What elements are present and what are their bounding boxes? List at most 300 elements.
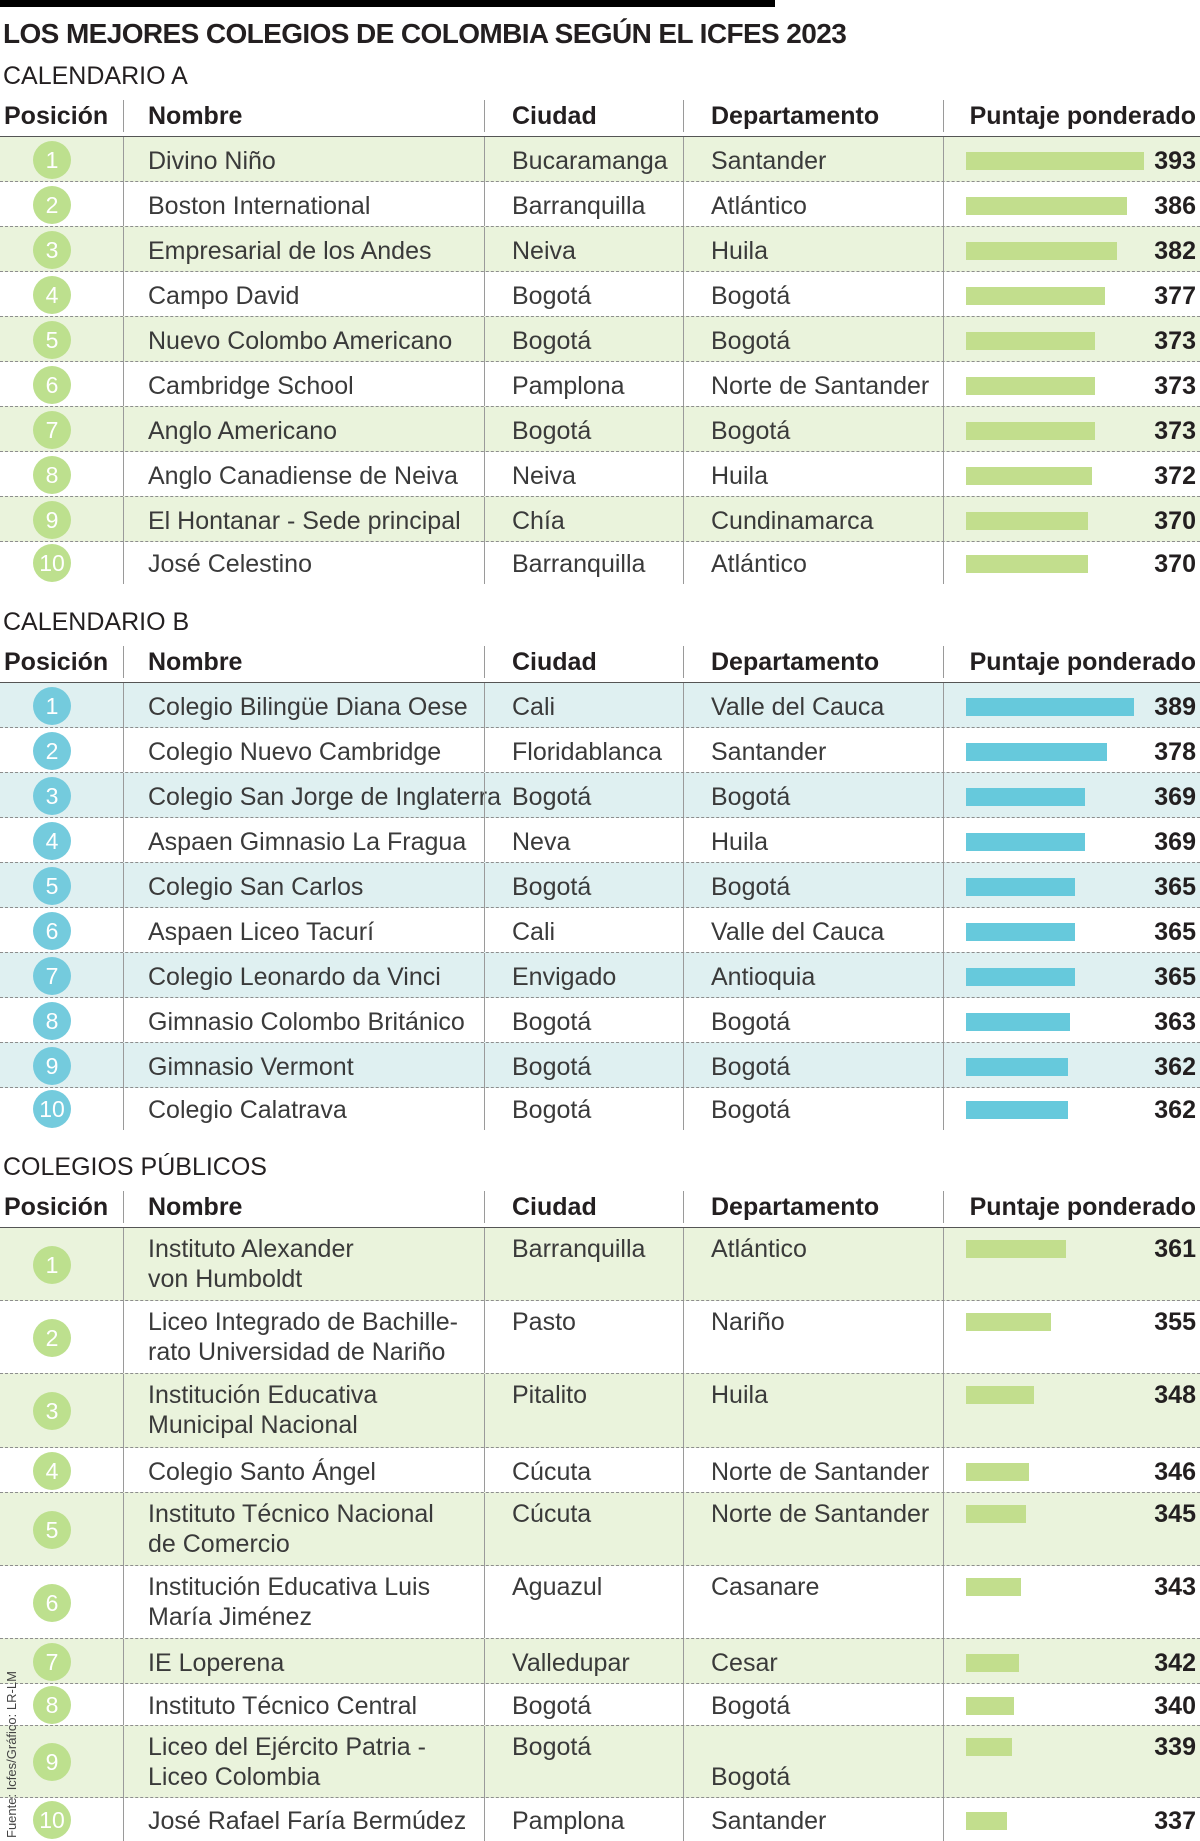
city: Bogotá [512,1733,592,1761]
school-name: rato Universidad de Nariño [148,1338,446,1366]
city: Bogotá [512,282,592,310]
position-badge: 7 [33,1643,71,1681]
score-value: 355 [1154,1308,1196,1336]
city: Aguazul [512,1573,603,1601]
column-divider [683,1301,684,1374]
column-divider [123,646,124,678]
score-bar [966,152,1144,170]
column-divider [123,998,124,1043]
school-name: Institución Educativa [148,1381,378,1409]
column-divider [123,227,124,272]
city: Floridablanca [512,738,663,766]
column-divider [123,542,124,584]
position-badge: 8 [33,1686,71,1724]
table-row [0,817,1200,863]
column-divider [484,137,485,182]
score-value: 337 [1154,1807,1196,1835]
score-bar [966,287,1105,305]
column-divider [123,452,124,497]
score-value: 386 [1154,192,1196,220]
department: Santander [711,738,827,766]
school-name: Anglo Canadiense de Neiva [148,462,458,490]
column-divider [484,1493,485,1566]
table-row [0,1565,1200,1639]
column-divider [484,1639,485,1684]
department: Santander [711,1807,827,1835]
column-divider [943,317,944,362]
column-divider [484,998,485,1043]
column-divider [943,100,944,132]
top-rule [0,0,775,7]
school-name: Colegio San Carlos [148,873,364,901]
position-badge: 7 [33,411,71,449]
position-badge: 10 [33,1090,71,1128]
score-value: 373 [1154,327,1196,355]
school-name: Instituto Alexander [148,1235,354,1263]
score-value: 373 [1154,372,1196,400]
column-divider [123,1726,124,1798]
score-bar [966,422,1095,440]
department: Bogotá [711,783,791,811]
table-row [0,1492,1200,1566]
school-name: José Rafael Faría Bermúdez [148,1807,467,1835]
column-divider [943,542,944,584]
score-value: 382 [1154,237,1196,265]
column-divider [123,1191,124,1223]
department: Bogotá [711,1008,791,1036]
source-credit: Fuente: Icfes/Gráfico: LR-LM [4,1671,19,1838]
city: Cúcuta [512,1500,592,1528]
header-city: Ciudad [512,648,597,676]
department: Bogotá [711,327,791,355]
column-divider [943,953,944,998]
column-divider [484,227,485,272]
department: Cesar [711,1649,778,1677]
score-bar [966,1313,1051,1331]
school-name: Divino Niño [148,147,276,175]
column-divider [683,362,684,407]
column-divider [484,953,485,998]
column-divider [123,272,124,317]
score-bar [966,555,1088,573]
column-divider [943,182,944,227]
table-row [0,1373,1200,1448]
table-row [0,952,1200,998]
department: Huila [711,237,768,265]
table-row [0,316,1200,362]
column-divider [683,1043,684,1088]
column-divider [123,1684,124,1726]
school-name: Liceo Integrado de Bachille- [148,1308,458,1336]
city: Bogotá [512,417,592,445]
score-bar [966,1101,1068,1119]
position-badge: 5 [33,867,71,905]
column-divider [683,1191,684,1223]
column-divider [484,1043,485,1088]
position-badge: 1 [33,1246,71,1284]
position-badge: 3 [33,1392,71,1430]
section-title: CALENDARIO B [3,608,190,636]
column-divider [484,407,485,452]
column-divider [123,317,124,362]
column-divider [683,137,684,182]
score-bar [966,1505,1026,1523]
department: Atlántico [711,192,807,220]
column-divider [943,137,944,182]
header-position: Posición [4,1193,109,1221]
table-header [0,96,1200,141]
score-bar [966,1013,1070,1031]
score-value: 343 [1154,1573,1196,1601]
score-value: 377 [1154,282,1196,310]
score-value: 348 [1154,1381,1196,1409]
score-bar [966,833,1085,851]
column-divider [943,1448,944,1493]
score-value: 363 [1154,1008,1196,1036]
column-divider [484,317,485,362]
score-bar [966,1812,1007,1830]
header-name: Nombre [148,102,243,130]
column-divider [123,1301,124,1374]
column-divider [484,1301,485,1374]
header-city: Ciudad [512,1193,597,1221]
column-divider [123,1566,124,1639]
table-row [0,1683,1200,1726]
column-divider [683,908,684,953]
school-name: Colegio Santo Ángel [148,1458,376,1486]
city: Bogotá [512,1008,592,1036]
score-value: 365 [1154,963,1196,991]
school-name: Gimnasio Colombo Británico [148,1008,465,1036]
column-divider [943,1566,944,1639]
department: Huila [711,828,768,856]
score-value: 342 [1154,1649,1196,1677]
school-name: Colegio Leonardo da Vinci [148,963,441,991]
column-divider [484,908,485,953]
column-divider [683,773,684,818]
column-divider [683,1566,684,1639]
column-divider [123,953,124,998]
column-divider [683,1493,684,1566]
column-divider [683,452,684,497]
column-divider [943,728,944,773]
table-row [0,1300,1200,1374]
school-name: Empresarial de los Andes [148,237,432,265]
department: Huila [711,1381,768,1409]
school-name: José Celestino [148,550,312,578]
column-divider [683,1448,684,1493]
score-bar [966,1738,1012,1756]
column-divider [943,998,944,1043]
column-divider [683,542,684,584]
score-bar [966,1240,1066,1258]
column-divider [943,1191,944,1223]
score-bar [966,1386,1034,1404]
position-badge: 9 [33,1743,71,1781]
column-divider [123,1493,124,1566]
position-badge: 8 [33,1002,71,1040]
score-bar [966,467,1092,485]
score-bar [966,923,1075,941]
score-value: 365 [1154,873,1196,901]
table-row [0,1638,1200,1684]
column-divider [123,1088,124,1130]
header-name: Nombre [148,1193,243,1221]
table-header [0,1187,1200,1232]
school-name: Gimnasio Vermont [148,1053,354,1081]
column-divider [683,182,684,227]
column-divider [484,362,485,407]
table-row [0,1042,1200,1088]
column-divider [943,863,944,908]
column-divider [943,1726,944,1798]
column-divider [123,1228,124,1301]
table-header [0,642,1200,687]
column-divider [484,1684,485,1726]
score-bar [966,1697,1014,1715]
table-row [0,496,1200,542]
position-badge: 2 [33,1319,71,1357]
city: Barranquilla [512,550,646,578]
column-divider [943,407,944,452]
column-divider [484,452,485,497]
column-divider [683,317,684,362]
score-value: 339 [1154,1733,1196,1761]
column-divider [123,728,124,773]
table-row [0,1227,1200,1301]
column-divider [484,542,485,584]
position-badge: 3 [33,231,71,269]
table-row [0,907,1200,953]
column-divider [123,1798,124,1841]
table-row [0,271,1200,317]
column-divider [943,1374,944,1448]
school-name: Colegio Nuevo Cambridge [148,738,442,766]
city: Chía [512,507,565,535]
department: Valle del Cauca [711,693,885,721]
column-divider [943,227,944,272]
column-divider [683,1798,684,1841]
column-divider [943,1798,944,1841]
column-divider [683,953,684,998]
department: Norte de Santander [711,372,930,400]
column-divider [123,863,124,908]
department: Atlántico [711,1235,807,1263]
column-divider [683,728,684,773]
column-divider [683,497,684,542]
column-divider [123,137,124,182]
city: Barranquilla [512,1235,646,1263]
score-value: 372 [1154,462,1196,490]
header-score: Puntaje ponderado [969,1193,1196,1221]
header-department: Departamento [711,648,880,676]
city: Neiva [512,462,576,490]
school-name: Boston International [148,192,371,220]
header-position: Posición [4,102,109,130]
score-bar [966,242,1117,260]
city: Bogotá [512,1096,592,1124]
column-divider [943,362,944,407]
city: Pamplona [512,1807,625,1835]
school-name: von Humboldt [148,1265,303,1293]
position-badge: 7 [33,957,71,995]
position-badge: 2 [33,186,71,224]
score-bar [966,1578,1021,1596]
position-badge: 5 [33,1511,71,1549]
score-bar [966,788,1085,806]
school-name: Cambridge School [148,372,354,400]
position-badge: 4 [33,822,71,860]
score-bar [966,1058,1068,1076]
table-row [0,136,1200,182]
column-divider [943,908,944,953]
column-divider [123,818,124,863]
table-row [0,1725,1200,1798]
column-divider [943,1684,944,1726]
table-row [0,451,1200,497]
column-divider [484,773,485,818]
table-row [0,1447,1200,1493]
position-badge: 3 [33,777,71,815]
column-divider [123,773,124,818]
school-name: IE Loperena [148,1649,285,1677]
column-divider [123,407,124,452]
column-divider [123,182,124,227]
department: Bogotá [711,417,791,445]
position-badge: 5 [33,321,71,359]
score-bar [966,1463,1029,1481]
score-value: 389 [1154,693,1196,721]
column-divider [484,683,485,728]
school-name: Aspaen Liceo Tacurí [148,918,375,946]
column-divider [484,1088,485,1130]
column-divider [123,497,124,542]
column-divider [683,1088,684,1130]
score-value: 362 [1154,1053,1196,1081]
table-row [0,772,1200,818]
column-divider [484,497,485,542]
department: Santander [711,147,827,175]
score-bar [966,698,1134,716]
column-divider [943,1088,944,1130]
column-divider [484,1726,485,1798]
score-bar [966,197,1127,215]
column-divider [484,1228,485,1301]
department: Bogotá [711,1763,791,1791]
header-city: Ciudad [512,102,597,130]
score-value: 369 [1154,783,1196,811]
column-divider [123,1043,124,1088]
column-divider [943,1228,944,1301]
table-row [0,862,1200,908]
column-divider [683,1228,684,1301]
school-name: Colegio Bilingüe Diana Oese [148,693,468,721]
department: Casanare [711,1573,820,1601]
city: Bogotá [512,783,592,811]
position-badge: 10 [33,544,71,582]
column-divider [123,683,124,728]
city: Pasto [512,1308,576,1336]
score-value: 362 [1154,1096,1196,1124]
score-bar [966,968,1075,986]
column-divider [123,1374,124,1448]
department: Bogotá [711,1692,791,1720]
table-row [0,181,1200,227]
column-divider [683,998,684,1043]
city: Pamplona [512,372,625,400]
department: Bogotá [711,873,791,901]
column-divider [484,272,485,317]
school-name: Nuevo Colombo Americano [148,327,453,355]
city: Cali [512,693,556,721]
school-name: Municipal Nacional [148,1411,358,1439]
city: Neva [512,828,571,856]
position-badge: 6 [33,912,71,950]
department: Norte de Santander [711,1458,930,1486]
column-divider [484,1798,485,1841]
city: Pitalito [512,1381,588,1409]
table-row [0,406,1200,452]
score-bar [966,878,1075,896]
score-bar [966,377,1095,395]
column-divider [943,1043,944,1088]
column-divider [943,818,944,863]
position-badge: 1 [33,687,71,725]
school-name: Colegio San Jorge de Inglaterra [148,783,502,811]
school-name: Anglo Americano [148,417,338,445]
position-badge: 2 [33,732,71,770]
table-row [0,541,1200,584]
table-row [0,997,1200,1043]
column-divider [123,1639,124,1684]
position-badge: 1 [33,141,71,179]
page-title: LOS MEJORES COLEGIOS DE COLOMBIA SEGÚN EL ICFES 2023 [3,18,847,49]
position-badge: 9 [33,501,71,539]
column-divider [683,818,684,863]
city: Bogotá [512,873,592,901]
column-divider [484,1448,485,1493]
column-divider [123,100,124,132]
department: Bogotá [711,1096,791,1124]
column-divider [683,100,684,132]
department: Cundinamarca [711,507,874,535]
city: Bogotá [512,327,592,355]
score-bar [966,743,1107,761]
header-department: Departamento [711,102,880,130]
section-title: CALENDARIO A [3,62,188,90]
position-badge: 8 [33,456,71,494]
column-divider [943,773,944,818]
table-row [0,682,1200,728]
department: Huila [711,462,768,490]
column-divider [484,1566,485,1639]
city: Cúcuta [512,1458,592,1486]
school-name: Colegio Calatrava [148,1096,347,1124]
table-row [0,361,1200,407]
column-divider [484,182,485,227]
column-divider [943,683,944,728]
city: Bogotá [512,1692,592,1720]
position-badge: 6 [33,366,71,404]
score-value: 393 [1154,147,1196,175]
score-value: 369 [1154,828,1196,856]
score-value: 365 [1154,918,1196,946]
department: Bogotá [711,282,791,310]
column-divider [683,863,684,908]
city: Bogotá [512,1053,592,1081]
column-divider [943,1639,944,1684]
header-score: Puntaje ponderado [969,648,1196,676]
